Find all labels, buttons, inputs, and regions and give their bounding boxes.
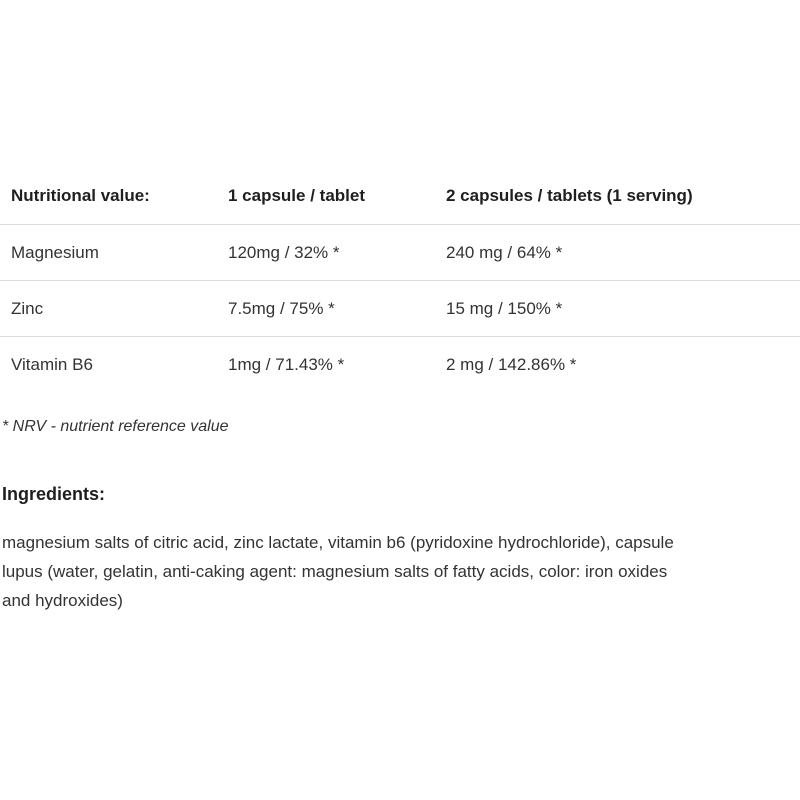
ingredients-text — [2, 528, 800, 615]
per-capsule-value: 120mg / 32% * — [217, 225, 435, 281]
table-row — [0, 337, 800, 393]
ingredients-line: and hydroxides) — [2, 591, 123, 610]
nrv-footnote: * NRV - nutrient reference value — [2, 418, 229, 435]
per-serving-value: 2 mg / 142.86% * — [446, 354, 577, 374]
table-row — [0, 281, 800, 337]
ingredients-line: magnesium salts of citric acid, zinc lactate, vitamin b6 (pyridoxine hydrochloride), capsule — [2, 533, 674, 552]
table-header-row — [0, 168, 800, 225]
per-serving-value: 240 mg / 64% * — [435, 225, 800, 281]
header-per-serving: 2 capsules / tablets (1 serving) — [435, 168, 800, 225]
nutrition-table — [0, 168, 800, 392]
table-row — [0, 225, 800, 281]
per-capsule-value: 7.5mg / 75% * — [217, 281, 435, 337]
nutrient-name: Zinc — [0, 281, 217, 337]
nutrient-name: Magnesium — [0, 225, 217, 281]
ingredients-line: lupus (water, gelatin, anti-caking agent: magnesium salts of fatty acids, color: iron oxides — [2, 562, 668, 581]
header-per-capsule: 1 capsule / tablet — [217, 168, 435, 225]
header-nutritional-value: Nutritional value: — [0, 168, 217, 225]
nutrient-name: Vitamin B6 — [11, 354, 93, 374]
ingredients-heading: Ingredients: — [2, 484, 106, 504]
nutrition-table-wrapper — [0, 168, 800, 392]
per-serving-value: 15 mg / 150% * — [435, 281, 800, 337]
per-capsule-value: 1mg / 71.43% * — [228, 354, 345, 374]
